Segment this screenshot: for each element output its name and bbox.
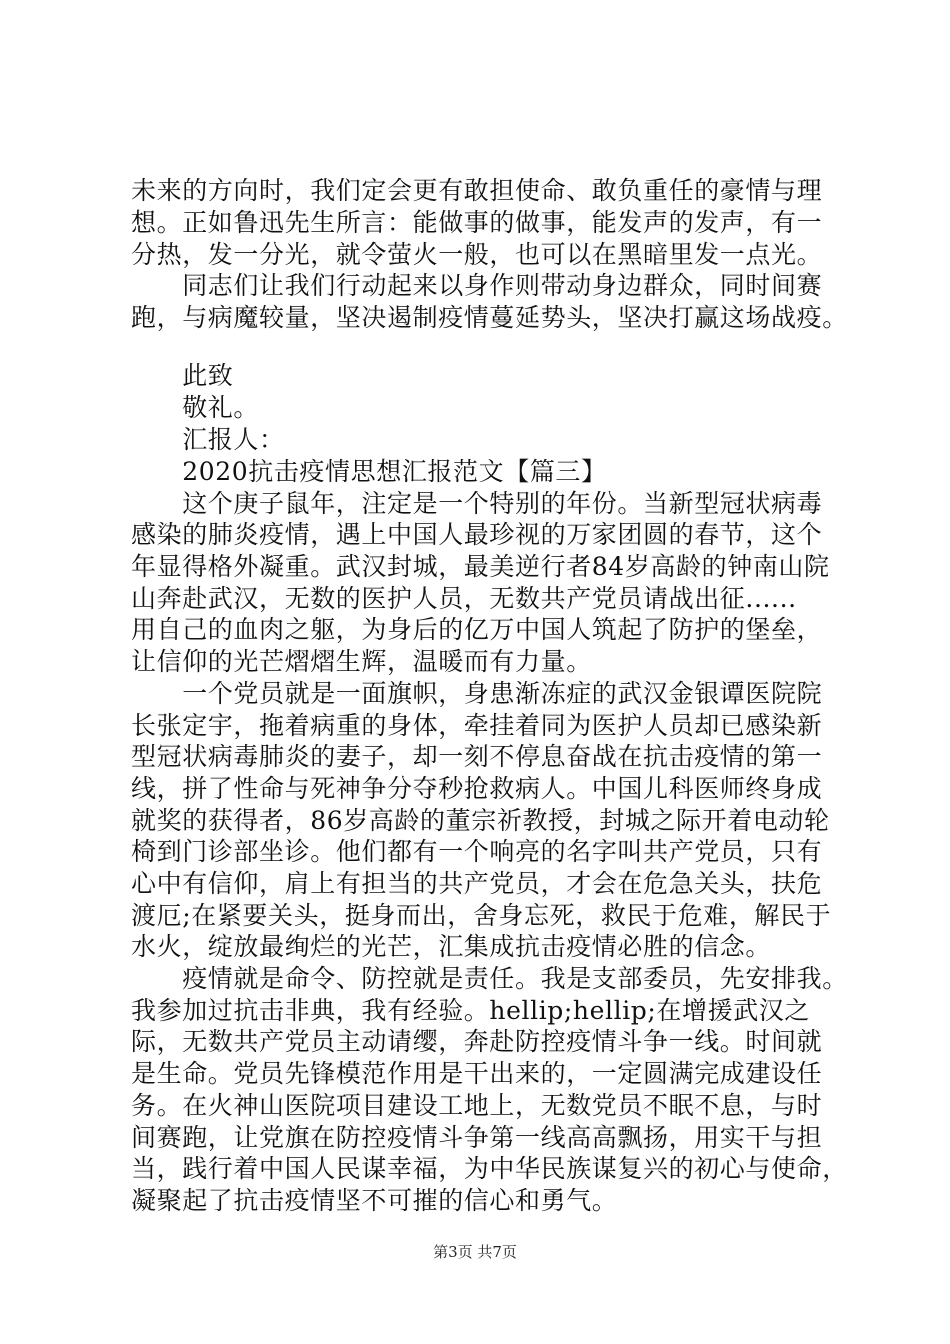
- text-line: 未来的方向时，我们定会更有敢担使命、敢负重任的豪情与理: [131, 176, 823, 205]
- text-line: 长张定宇，拖着病重的身体，牵挂着同为医护人员却已感染新: [131, 711, 823, 740]
- text-line: 间赛跑，让党旗在防控疫情斗争第一线高高飘扬，用实干与担: [131, 1123, 823, 1152]
- text-line: 山奔赴武汉，无数的医护人员，无数共产党员请战出征......: [131, 584, 797, 613]
- section-heading: 2020抗击疫情思想汇报范文【篇三】: [131, 457, 607, 486]
- page-number-footer: 第3页 共7页: [433, 1243, 517, 1261]
- text-line: 疫情就是命令、防控就是责任。我是支部委员，先安排我。: [131, 964, 848, 993]
- text-line: 务。在火神山医院项目建设工地上，无数党员不眠不息，与时: [131, 1091, 823, 1120]
- text-line: 跑，与病魔较量，坚决遏制疫情蔓延势头，坚决打赢这场战疫。: [131, 303, 848, 332]
- text-line: 分热，发一分光，就令萤火一般，也可以在黑暗里发一点光。: [131, 240, 823, 269]
- reporter-label: 汇报人：: [131, 425, 285, 454]
- text-line: 线，拼了性命与死神争分夺秒抢救病人。中国儿科医师终身成: [131, 774, 823, 803]
- text-line: 同志们让我们行动起来以身作则带动身边群众，同时间赛: [131, 271, 823, 300]
- text-line: 型冠状病毒肺炎的妻子，却一刻不停息奋战在抗击疫情的第一: [131, 742, 823, 771]
- text-line: 让信仰的光芒熠熠生辉，温暖而有力量。: [131, 647, 592, 676]
- text-line: 凝聚起了抗击疫情坚不可摧的信心和勇气。: [131, 1186, 618, 1215]
- text-line: 当，践行着中国人民谋幸福，为中华民族谋复兴的初心与使命，: [131, 1154, 848, 1183]
- text-line: 心中有信仰，肩上有担当的共产党员，才会在危急关头，扶危: [131, 869, 823, 898]
- text-line: 是生命。党员先锋模范作用是干出来的，一定圆满完成建设任: [131, 1059, 823, 1088]
- text-line: 年显得格外凝重。武汉封城，最美逆行者84岁高龄的钟南山院: [131, 552, 830, 581]
- text-line: 这个庚子鼠年，注定是一个特别的年份。当新型冠状病毒: [131, 489, 823, 518]
- text-line: 一个党员就是一面旗帜，身患渐冻症的武汉金银谭医院院: [131, 679, 823, 708]
- text-line: 水火，绽放最绚烂的光芒，汇集成抗击疫情必胜的信念。: [131, 932, 772, 961]
- text-line: 我参加过抗击非典，我有经验。hellip;hellip;在增援武汉之: [131, 996, 811, 1025]
- text-line: 想。正如鲁迅先生所言：能做事的做事，能发声的发声，有一: [131, 208, 823, 237]
- closing-salutation: 此致: [131, 361, 234, 390]
- text-line: 际，无数共产党员主动请缨，奔赴防控疫情斗争一线。时间就: [131, 1027, 823, 1056]
- closing-regards: 敬礼。: [131, 393, 260, 422]
- text-line: 就奖的获得者，86岁高龄的董宗祈教授，封城之际开着电动轮: [131, 806, 830, 835]
- text-line: 渡厄;在紧要关头，挺身而出，舍身忘死，救民于危难，解民于: [131, 901, 832, 930]
- text-line: 椅到门诊部坐诊。他们都有一个响亮的名字叫共产党员，只有: [131, 837, 823, 866]
- text-line: 用自己的血肉之躯，为身后的亿万中国人筑起了防护的堡垒，: [131, 615, 823, 644]
- text-line: 感染的肺炎疫情，遇上中国人最珍视的万家团圆的春节，这个: [131, 520, 823, 549]
